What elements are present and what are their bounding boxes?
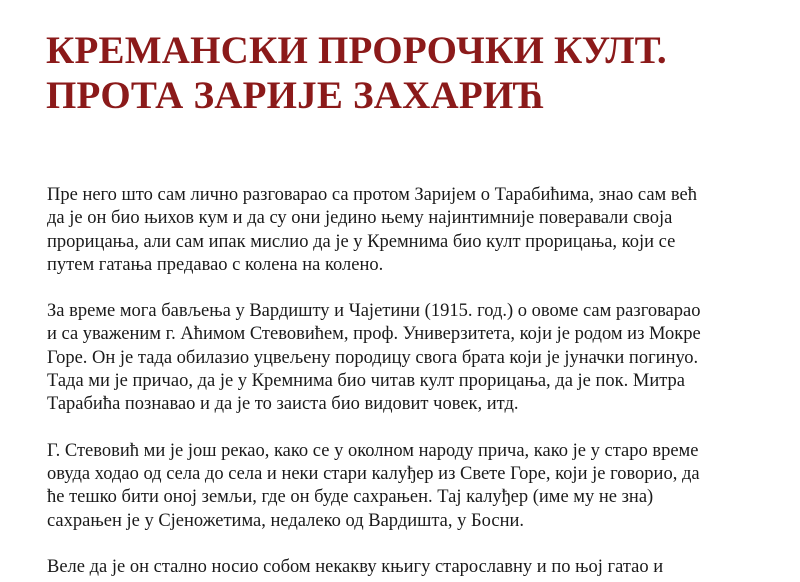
paragraph-4 <box>47 556 787 579</box>
text-line: Пре него што сам лично разговарао са протом Заријем о Тарабићима, знао сам већ <box>47 185 697 205</box>
text-line: да је он био њихов кум и да су они једино њему најинтимније поверавали своја <box>47 208 673 229</box>
page-title-line-2: ПРОТА ЗАРИЈЕ ЗАХАРИЋ <box>46 74 545 117</box>
text-line: и са уваженим г. Аћимом Стевовићем, проф. Универзитета, који је родом из Мокре <box>47 324 701 345</box>
document-body <box>47 184 787 582</box>
page-title-line-1: КРЕМАНСКИ ПРОРОЧКИ КУЛТ. <box>46 29 667 72</box>
text-line: ће тешко бити оној земљи, где он буде сахрањен. Тај калуђер (име му не зна) <box>47 487 654 508</box>
text-line: Тада ми је причао, да је у Кремнима био читав култ прорицања, да је пок. Митра <box>47 371 686 392</box>
text-line: Г. Стевовић ми је још рекао, како се у околном народу прича, како је у старо време <box>47 440 699 461</box>
paragraph-1 <box>47 184 787 277</box>
text-line: овуда ходао од села до села и неки стари калуђер из Свете Горе, који је говорио, да <box>47 463 700 484</box>
text-line: путем гатања предавао с колена на колено. <box>47 254 384 275</box>
text-line: За време мога бављења у Вардишту и Чајетини (1915. год.) о овоме сам разговарао <box>47 301 701 322</box>
text-line: прорицања, али сам ипак мислио да је у Кремнима био култ прорицања, који се <box>47 231 676 252</box>
text-line: Тарабића познавао и да је то заиста био видовит човек, итд. <box>47 394 519 415</box>
text-line: Горе. Он је тада обилазио уцвељену породицу свога брата који је јуначки погинуо. <box>47 347 699 368</box>
paragraph-2 <box>47 300 787 416</box>
text-line: Веле да је он стално носио собом некакву књигу старославну и по њој гатао и <box>47 556 664 577</box>
text-line: сахрањен је у Сјеножетима, недалеко од Вардишта, у Босни. <box>47 510 524 531</box>
page-title <box>46 28 667 118</box>
paragraph-3 <box>47 440 787 533</box>
